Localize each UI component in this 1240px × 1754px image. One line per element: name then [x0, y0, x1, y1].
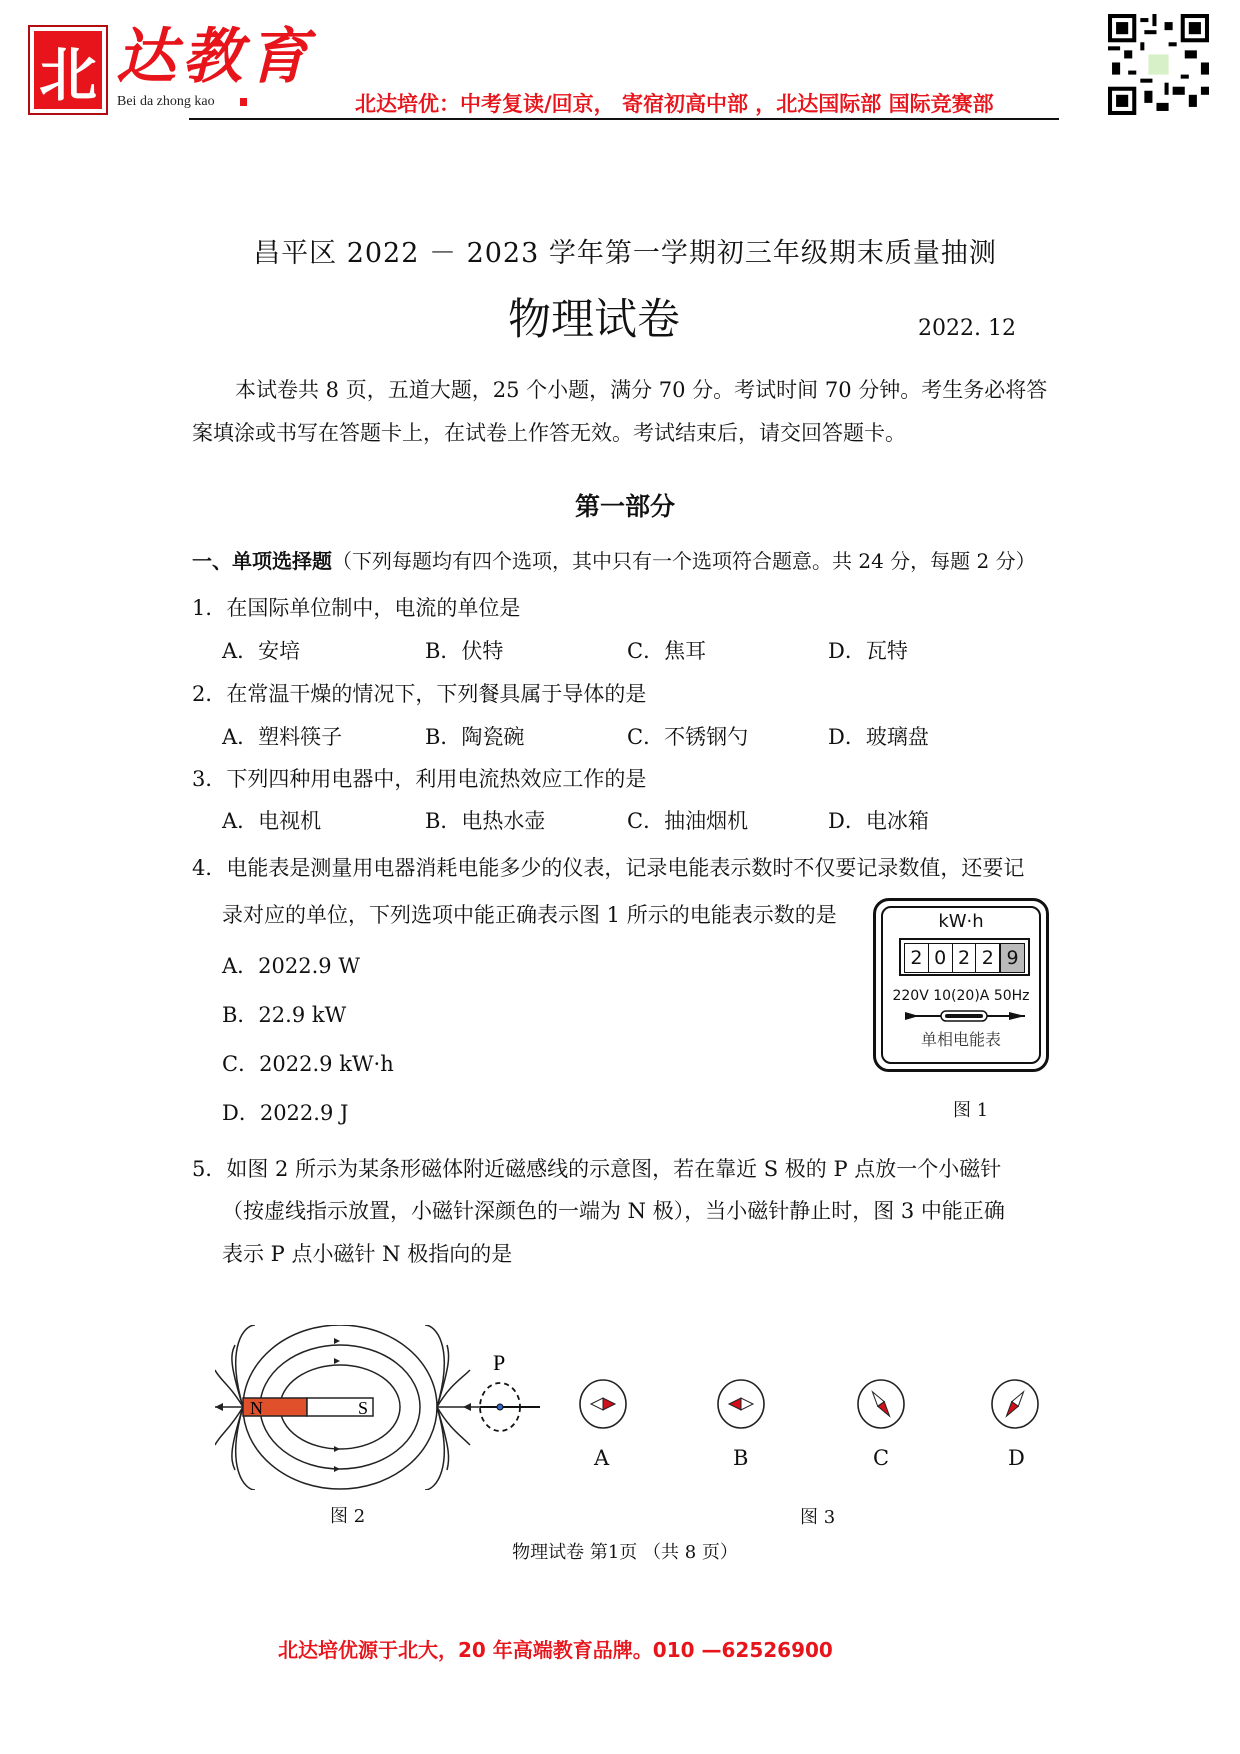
- q1-option-d: D．瓦特: [828, 639, 908, 663]
- meter-decimal-digit: 9: [1001, 944, 1024, 972]
- figure-2-caption: 图 2: [330, 1506, 366, 1527]
- logo-mark: [28, 25, 108, 115]
- energy-meter-figure: [873, 898, 1049, 1072]
- figure-3-caption: 图 3: [800, 1507, 836, 1528]
- meter-digit: 2: [976, 944, 1001, 972]
- question-1-stem: 1．在国际单位制中，电流的单位是: [192, 596, 521, 620]
- compass-c-icon[interactable]: [854, 1376, 908, 1432]
- header-divider: [189, 118, 1059, 120]
- compass-c-label: C: [873, 1446, 890, 1470]
- meter-specs: 220V 10(20)A 50Hz: [892, 988, 1030, 1004]
- q2-option-b: B．陶瓷碗: [425, 725, 525, 749]
- compass-b-label: B: [733, 1446, 749, 1470]
- intro-line-2: 案填涂或书写在答题卡上，在试卷上作答无效。考试结束后，请交回答题卡。: [192, 421, 906, 445]
- meter-rotor-icon: [905, 1009, 1025, 1023]
- exam-subtitle: 昌平区 2022 － 2023 学年第一学期初三年级期末质量抽测: [253, 238, 997, 269]
- meter-face: [881, 906, 1041, 1064]
- page-footer: 物理试卷 第1页 （共 8 页）: [512, 1542, 738, 1563]
- point-p-label: P: [493, 1350, 506, 1375]
- header-tagline: 北达培优：中考复读/回京， 寄宿初高中部 ，北达国际部 国际竞赛部: [355, 92, 994, 116]
- intro-line-1: 本试卷共 8 页，五道大题，25 个小题，满分 70 分。考试时间 70 分钟。考生务必将答: [235, 378, 1048, 402]
- meter-digit: 2: [953, 944, 977, 972]
- compass-a-icon[interactable]: [576, 1376, 630, 1432]
- question-4-stem-line-1: 4．电能表是测量用电器消耗电能多少的仪表，记录电能表示数时不仅要记录数值，还要记: [192, 856, 1025, 880]
- question-3-stem: 3．下列四种用电器中，利用电流热效应工作的是: [192, 767, 647, 791]
- exam-title: 物理试卷: [508, 295, 680, 345]
- part-heading: 第一部分: [574, 492, 675, 521]
- q4-option-c: C．2022.9 kW·h: [222, 1052, 394, 1076]
- q3-option-b: B．电热水壶: [425, 809, 546, 833]
- q3-option-d: D．电冰箱: [828, 809, 929, 833]
- question-5-stem-line-3: 表示 P 点小磁针 N 极指向的是: [222, 1242, 513, 1266]
- question-4-stem-line-2: 录对应的单位，下列选项中能正确表示图 1 所示的电能表示数的是: [222, 903, 837, 927]
- q2-option-c: C．不锈钢勺: [627, 725, 749, 749]
- magnet-field-figure: [215, 1325, 550, 1490]
- q4-option-b: B．22.9 kW: [222, 1003, 347, 1027]
- q1-option-c: C．焦耳: [627, 639, 707, 663]
- magnet-n-label: N: [250, 1398, 263, 1418]
- section-heading: [192, 550, 1036, 572]
- question-5-stem-line-1: 5．如图 2 所示为某条形磁体附近磁感线的示意图，若在靠近 S 极的 P 点放一个小磁针: [192, 1157, 1002, 1181]
- meter-digit: 0: [929, 944, 953, 972]
- compass-d-label: D: [1008, 1446, 1025, 1470]
- meter-digit: 2: [905, 944, 929, 972]
- q4-option-d: D．2022.9 J: [222, 1101, 349, 1125]
- q3-option-a: A．电视机: [222, 809, 322, 833]
- q2-option-d: D．玻璃盘: [828, 725, 929, 749]
- logo-subtitle: Bei da zhong kao: [117, 94, 215, 109]
- q3-option-c: C．抽油烟机: [627, 809, 749, 833]
- compass-a-label: A: [594, 1446, 610, 1470]
- question-2-stem: 2．在常温干燥的情况下，下列餐具属于导体的是: [192, 682, 647, 706]
- section-title: 一、单项选择题: [192, 549, 332, 573]
- q1-option-b: B．伏特: [425, 639, 504, 663]
- compass-b-icon[interactable]: [714, 1376, 768, 1432]
- logo-text: 达教育: [116, 22, 314, 92]
- magnet-s-label: S: [358, 1398, 369, 1418]
- q1-option-a: A．安培: [222, 639, 301, 663]
- figure-1-caption: 图 1: [953, 1100, 989, 1121]
- section-note: （下列每题均有四个选项，其中只有一个选项符合题意。共 24 分，每题 2 分）: [332, 549, 1036, 573]
- compass-d-icon[interactable]: [988, 1376, 1042, 1432]
- meter-display: [899, 938, 1030, 976]
- q4-option-a: A．2022.9 W: [222, 954, 360, 978]
- question-5-stem-line-2: （按虚线指示放置，小磁针深颜色的一端为 N 极），当小磁针静止时，图 3 中能正确: [222, 1199, 1005, 1223]
- meter-unit: kW·h: [938, 911, 984, 932]
- q2-option-a: A．塑料筷子: [222, 725, 343, 749]
- footer-ad: 北达培优源于北大，20 年高端教育品牌。010 —62526900: [278, 1638, 833, 1662]
- exam-date: 2022. 12: [918, 316, 1016, 341]
- logo-char: 北: [38, 41, 97, 109]
- qr-code-icon: [1108, 14, 1209, 115]
- logo-dot: [240, 98, 247, 106]
- meter-name: 单相电能表: [920, 1030, 1001, 1049]
